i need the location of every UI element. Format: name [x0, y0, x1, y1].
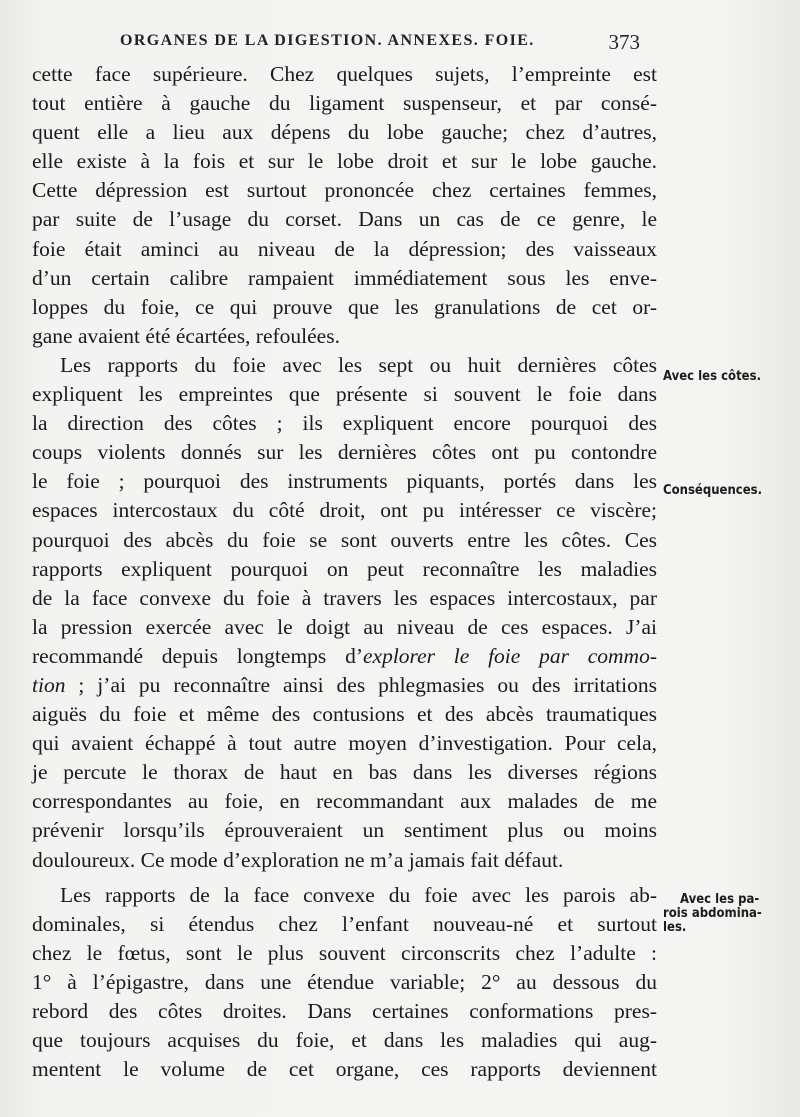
margin-note-consequences: Conséquences.	[663, 483, 763, 498]
text-line: par suite de l’usage du corset. Dans un cas de ce genre, le	[32, 207, 657, 232]
text-line: loppes du foie, ce qui prouve que les granulations de cet or-	[32, 294, 657, 319]
text-line: correspondantes au foie, en recommandant aux malades de me	[32, 789, 657, 814]
text-line: 1° à l’épigastre, dans une étendue variable; 2° au dessous du	[32, 969, 657, 994]
text-line: de la face convexe du foie à travers les espaces intercostaux, par	[32, 585, 657, 610]
page-number: 373	[608, 30, 640, 54]
text-line: coups violents donnés sur les dernières côtes ont pu contondre	[32, 440, 657, 465]
text-line: la direction des côtes ; ils expliquent encore pourquoi des	[32, 411, 657, 436]
text-line: rapports expliquent pourquoi on peut reconnaître les maladies	[32, 556, 657, 581]
text-line: douloureux. Ce mode d’exploration ne m’a jamais fait défaut.	[32, 847, 564, 872]
margin-note-parois-3: les.	[663, 920, 687, 935]
text-line: tout entière à gauche du ligament suspenseur, et par consé-	[32, 91, 657, 116]
text-line: expliquent les empreintes que présente si souvent le foie dans	[32, 382, 657, 407]
text-line: Les rapports de la face convexe du foie avec les parois ab-	[60, 882, 657, 907]
text-line: qui avaient échappé à tout autre moyen d’investigation. Pour cela,	[32, 731, 657, 756]
main-text	[32, 60, 657, 1084]
text-line-with-italic: recommandé depuis longtemps d’explorer le foie par commo-	[32, 643, 657, 668]
text-line: je percute le thorax de haut en bas dans les diverses régions	[32, 760, 657, 785]
text-line: espaces intercostaux du côté droit, ont pu intéresser ce viscère;	[32, 498, 657, 523]
text-line: foie était aminci au niveau de la dépression; des vaisseaux	[32, 236, 657, 261]
margin-note-parois-1: Avec les pa-	[680, 892, 760, 907]
text-line: le foie ; pourquoi des instruments piquants, portés dans les	[32, 469, 657, 494]
italic-phrase: explorer le foie par commo-	[362, 643, 657, 668]
text-line: quent elle a lieu aux dépens du lobe gauche; chez d’autres,	[32, 120, 657, 145]
running-head-title: ORGANES DE LA DIGESTION. ANNEXES. FOIE.	[120, 32, 535, 49]
text-line: rebord des côtes droites. Dans certaines conformations pres-	[32, 999, 657, 1023]
text-line: prévenir lorsqu’ils éprouveraient un sentiment plus ou moins	[32, 818, 657, 843]
paragraph-3	[32, 881, 657, 1085]
running-header	[40, 30, 640, 58]
text-line: que toujours acquises du foie, et dans les maladies qui aug-	[32, 1028, 657, 1053]
text-line: la pression exercée avec le doigt au niveau de ces espaces. J’ai	[32, 614, 657, 639]
italic-phrase: tion	[32, 672, 66, 697]
margin-note-cotes: Avec les côtes.	[663, 369, 762, 384]
text-line: chez le fœtus, sont le plus souvent circonscrits chez l’adulte :	[32, 940, 657, 965]
paragraph-1	[32, 60, 657, 351]
text-line: aiguës du foie et même des contusions et des abcès traumatiques	[32, 702, 657, 727]
text-line: d’un certain calibre rampaient immédiatement sous les enve-	[32, 265, 657, 290]
text-line: pourquoi des abcès du foie se sont ouverts entre les côtes. Ces	[32, 527, 657, 552]
text-line: elle existe à la fois et sur le lobe droit et sur le lobe gauche.	[32, 149, 657, 174]
paragraph-2	[32, 351, 657, 875]
text-line: mentent le volume de cet organe, ces rapports deviennent	[32, 1057, 657, 1082]
margin-note-parois-2: rois abdomina-	[663, 906, 762, 921]
text-line: cette face supérieure. Chez quelques sujets, l’empreinte est	[32, 62, 657, 86]
text-line-with-italic: tion ; j’ai pu reconnaître ainsi des phlegmasies ou des irritations	[32, 672, 657, 697]
text-line: Les rapports du foie avec les sept ou huit dernières côtes	[60, 352, 657, 377]
text-line: gane avaient été écartées, refoulées.	[32, 323, 340, 348]
text-line: dominales, si étendus chez l’enfant nouveau-né et surtout	[32, 911, 657, 936]
text-line: Cette dépression est surtout prononcée chez certaines femmes,	[32, 178, 657, 203]
